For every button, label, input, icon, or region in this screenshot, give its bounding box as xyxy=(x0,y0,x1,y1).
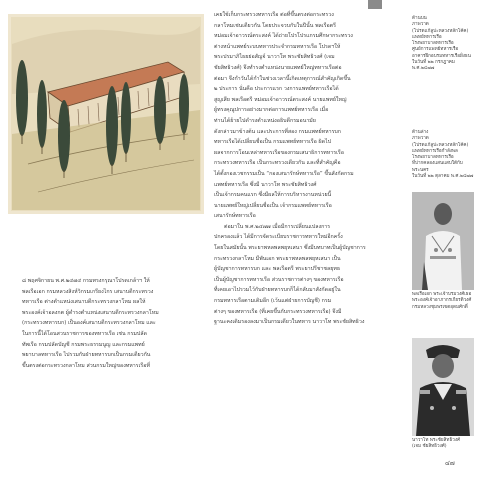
text-line: พระปรมาภิไธยย่อสัญจ์ นาวาโท พระชัยสิทธิวงศ์ (เจม xyxy=(214,54,335,61)
caption-line: อาคารฝึกอบรมทหารเรือฝั่งธน xyxy=(412,53,471,59)
page-number: ๔๗ xyxy=(445,459,455,467)
text-line: กระทรวงกลาโหม มีพันเอก พระยาพหลพลพยุหเสนา เป็น xyxy=(214,255,341,262)
historic-hospital-sketch xyxy=(8,14,204,214)
caption-line: ในวันที่ ๒๒ กรกฎาคม พ.ศ.๒๔๗๗ xyxy=(412,60,455,72)
caption-line: ภาพวาด xyxy=(412,136,429,142)
text-line: พยาบาลทหารเรือ ไปรวมกับฝ่ายทหารบกเป็นกรมเดียวกัน xyxy=(22,352,151,359)
text-line: ต่อมาใน พ.ศ.๒๔๗๗ เมื่อมีการเปลี่ยนแปลงการ xyxy=(224,223,331,230)
text-line: ต่างหน้าแพทย์ระบบทหารประจำกรมทหารเรือ โปรดฯให้ xyxy=(214,43,341,50)
caption-line: (เจม ชัยสิทธิวงศ์) xyxy=(412,444,447,450)
text-line: พระองค์เจ้าอลงกต ผู้ดำรงตำแหน่งเสนาบดีกระทรวงกลาโหม xyxy=(22,309,159,316)
main-text-column-upper xyxy=(214,10,404,328)
text-line: ดังกล่าวมาข้างต้น และประการที่สอง กรมแพทย์ทหารบก xyxy=(214,128,341,135)
caption-line: พระองค์เจ้าอาภากรเกียรติวงศ์ xyxy=(412,298,472,304)
text-line: ฐานะคงเดิมรองลงมาเป็นกรมเดียวในทหาร นาวาโท พระชัยสิทธิวง xyxy=(214,319,365,326)
photo-1-caption xyxy=(412,292,476,311)
caption-line: นาวาโท พระชัยสิทธิวงศ์ xyxy=(412,438,460,443)
caption-line: โรงพยาบาลทหารเรือ xyxy=(412,41,454,47)
page-corner-tab xyxy=(368,0,382,9)
portrait-photo-naval-officer xyxy=(412,338,474,436)
text-line: ชัยสิทธิวงศ์) จึงทำรงตำแหน่งนายแพทย์ใหญ่ทหารเรือต่อ xyxy=(214,64,342,71)
text-line: ที่เคยเอาไปรวมไว้กับฝ่ายทหารบกก็ได้กลับมาสังกัดอยู่ใน xyxy=(214,287,341,294)
text-line: ๒ ประการ นั่นคือ ประการแรก วงการแพทย์ทหารเรือได้ xyxy=(214,86,339,93)
caption-line: ในวันที่ ๒๒ ตุลาคม พ.ศ.๒๔๗๗ xyxy=(412,174,474,180)
text-line: ต่างๆ ของทหารเรือ (ที่เคยขึ้นกับกระทรวงทหารเรือ) จึงมี xyxy=(214,308,342,315)
caption-line: ที่ปากคลองแสนแสบใต้กับพระนคร xyxy=(412,161,463,173)
caption-line: ด้านล่าง xyxy=(412,130,429,135)
text-line: นายแพทย์ใหญ่เปลี่ยนชื่อเป็น เจ้ากรมแพทย์ทหารเรือ xyxy=(214,202,332,209)
caption-line: (โปรดแก้ลูปะหลวงหลักโค้ค) xyxy=(412,28,469,34)
text-line: พลเรือเอก กรมหลวงสิงห์วิกรมเกรียงไกร เสนาบดีกระทรวง xyxy=(22,288,154,295)
text-line: ขึ้นตรงต่อกระทรวงกลาโหม ส่วนกรมใหญ่ของทหารเรือที่ xyxy=(22,362,150,369)
caption-line: พลเรือเอก พระเจ้าบรมวงศ์เธอ xyxy=(412,292,472,297)
text-line: แพทย์ทหารเรือ ซึ่งมี นาวาโท พระชัยสิทธิวงศ์ xyxy=(214,181,317,188)
text-line: (กระทรวงทหารบก) เป็นองค์เสนาบดีกระทรวงกลาโหม และ xyxy=(22,320,156,327)
text-line: กรมทหารเรือตามเดิมอีก (เว้นแต่ฝ่ายการบัญชี) กรม xyxy=(214,298,332,305)
caption-line: โรงพยาบาลทหารเรือ xyxy=(412,155,454,161)
photo-2-caption xyxy=(412,438,476,451)
text-line: เสนารักษ์ทหารเรือ xyxy=(214,213,256,220)
caption-line: ภาพวาด xyxy=(412,22,429,28)
main-text-column-lower xyxy=(22,276,206,371)
caption-line: ศูนย์การแพทย์ทหารเรือ xyxy=(412,47,459,53)
text-line: ผู้บัญชาการทหารบก และ พลเรือตรี พระยาปรีชาชลยุทธ xyxy=(214,266,341,273)
text-line: หม่อมเจ้าอาวรณ์ตระสงค์ ได้ถ่ายโปรโปรแกรมศึกษากระทรวง xyxy=(214,33,353,40)
caption-line: กรมหลวงชุมพรเขตอุดมศักดิ์ xyxy=(412,304,468,310)
text-line: ได้ตั้งกองเวชกรรมเป็น “กองเสนารักษ์ทหารเรือ” ขึ้นสังกัดกรม xyxy=(214,170,354,177)
text-line: เคยใช้เก็บกระทรวงทหารเรือ ต่อที่ขึ้นตรงต่อกระทรวง xyxy=(214,12,334,18)
text-line: โดยในสมัยนั้น พระยาพหลพลพยุหเสนา ซึ่งมีบทบาทเป็นผู้บัญชาการ xyxy=(214,245,366,252)
text-line: ทหารเรือ ต่างตำแหน่งเสนาบดีกระทรวงกลาโหม ผลให้ xyxy=(22,299,146,306)
text-line: ท่านได้ย้ายไปดำรงตำแหน่งอธิบดีกรมอนามัย xyxy=(214,117,316,124)
text-line: ผู้ทรงคุณูปการอย่างมากต่อการแพทย์ทหารเรือ เมื่อ xyxy=(214,107,329,114)
text-line: กลาโหมเช่นเดียวกัน โดยประจวบกับในปีนั้น พลเรือตรี xyxy=(214,22,336,29)
text-line: ทหารเรือได้เปลี่ยนชื่อเป็น กรมแพทย์ทหารเรือ ผิดไป xyxy=(214,139,332,146)
text-line: ปกครองแล้ว ได้มีการจัดระเบียบราชการทหารใหม่อีกครั้ง xyxy=(214,234,343,241)
text-line: ต่อมา จึงกำวันได้กำในช่วงเวลานี้เกิดเหตุการณ์สำคัญเกิดขึ้น xyxy=(214,75,351,82)
text-line: ในการนี้ได้โอนสวนราชการของทหารเรือ เช่น กรมปลัด xyxy=(22,330,147,337)
portrait-photo-prince xyxy=(412,192,474,290)
text-line: เป็นเจ้ากรมคนแรก ซึ่งมีผลให้การบริหารงานหน่วยนี้ xyxy=(214,192,332,199)
text-line: เป็นผู้บัญชาการทหารเรือ ส่วนราชการต่างๆ ของทหารเรือ xyxy=(214,276,344,283)
caption-line: แพทย์ทหารเรือ xyxy=(412,34,442,40)
text-line: สูญเสีย พลเรือตรี หม่อมเจ้าอาวรณ์ตระสงค์ นายแพทย์ใหญ่ xyxy=(214,96,347,103)
text-line: ทัพเรือ กรมปลัดบัญชี กรมพระธรรมนูญ และกรมแพทย์ xyxy=(22,341,145,348)
caption-line: แพทย์ทหารเรือกำลังพล xyxy=(412,148,458,154)
caption-bottom xyxy=(412,130,476,180)
caption-top xyxy=(412,16,476,73)
text-line: ๘ พฤศจิกายน พ.ศ.๒๔๗๔ กรมทรงกรุณาโปรดเกล้าฯ ให้ xyxy=(22,278,150,284)
caption-line: ด้านบน xyxy=(412,16,427,21)
text-line: ผลจากการโอนเหล่าทหารเรือของกรมเสนาธิการทหารเรือ xyxy=(214,149,344,156)
caption-line: (โปรดแก้ลูปะหลวงหลักโค้ค) xyxy=(412,142,469,148)
text-line: กระทรวงทหารเรือ เป็นกระทรวงเดียวกัน และที่สำคัญคือ xyxy=(214,160,341,167)
